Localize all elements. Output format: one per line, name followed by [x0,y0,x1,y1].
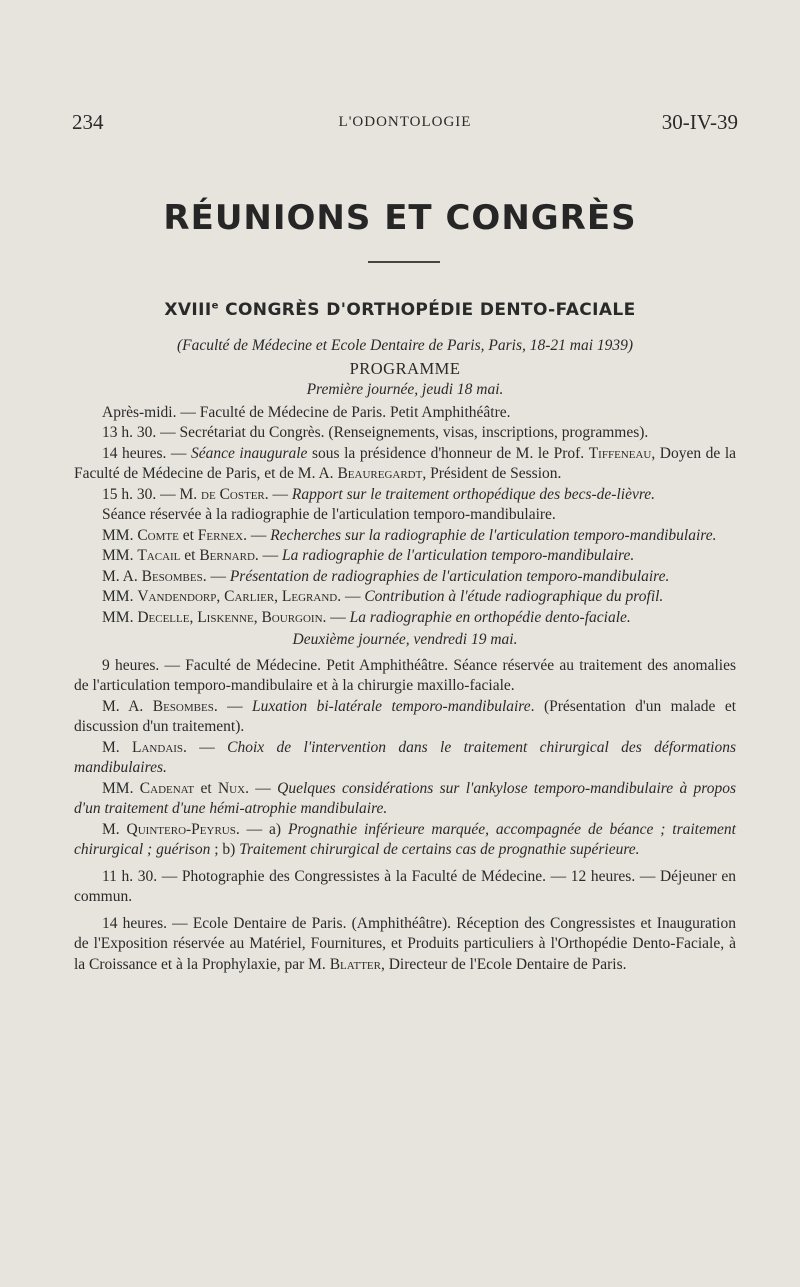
d2p4-sep: . — [245,779,278,797]
running-header [72,110,738,140]
d2p5-prefix: M. [102,820,127,838]
p3-time: 14 heures. — [102,444,191,462]
d2p4-and: et [194,779,218,797]
talk-landais [74,738,736,779]
title-rule [368,261,440,263]
p8-sep: . — [202,567,230,585]
talk-comte-fernex [74,526,736,547]
d2p5-name: Quintero-Peyrus [126,820,236,838]
day2-morning: 9 heures. — Faculté de Médecine. Petit Amphithéâtre. Séance réservée au traitement des anomalies de l'articulation temporo-mandibulaire et à la chirurgie maxillo-faciale. [74,656,736,694]
d2p5-sep: . — a) [235,820,288,838]
p7-and: et [180,547,200,564]
p9-prefix: MM. [102,588,138,605]
p3-text: sous la présidence d'honneur de M. le Prof. [307,444,589,462]
day2-photo-lunch: 11 h. 30. — Photographie des Congressistes à la Faculté de Médecine. — 12 heures. — Déjeuner en commun. [74,867,736,905]
section-title: RÉUNIONS ET CONGRÈS [163,198,637,238]
d2p5-title-a: Prognathie inférieure marquée, accompagnée de béance ; traitement chirurgical ; guérison [74,820,736,858]
p7-name2: Bernard [199,547,255,564]
p6-and: et [178,526,198,544]
d2p4-name2: Nux [217,779,246,797]
day1-afternoon: Après-midi. — Faculté de Médecine de Paris. Petit Amphithéâtre. [102,403,511,421]
p3-name2: Beauregardt [337,465,423,482]
d2p4-name1: Cadenat [139,779,195,797]
congress-title-rest: CONGRÈS D'ORTHOPÉDIE DENTO-FACIALE [218,300,636,320]
p6-title: Recherches sur la radiographie de l'articulation temporo-mandibulaire. [270,526,717,544]
p3-text3: , Président de Session. [422,465,562,482]
d2p3-prefix: M. [102,738,133,756]
congress-title [0,300,800,320]
congress-venue: (Faculté de Médecine et Ecole Dentaire de Paris, Paris, 18-21 mai 1939) [176,337,634,354]
day2-heading: Deuxième journée, vendredi 19 mai. [292,631,518,648]
p6-name1: Comte [137,526,179,544]
p4-title: Rapport sur le traitement orthopédique des becs-de-lièvre. [291,485,656,503]
talk-quintero [74,820,736,861]
p7-title: La radiographie de l'articulation temporo-mandibulaire. [282,547,635,564]
p10-prefix: MM. [102,608,138,626]
d2p7-text: 14 heures. — Ecole Dentaire de Paris. (Amphithéâtre). Réception des Congressistes et Inauguration de l'Exposition réservée au Matériel, Fournitures, et Produits particuliers à l'Orthopédie Dento-Faciale, à la Croissance et à la Prophylaxie, par M. [74,914,736,973]
p3-session: Séance inaugurale [190,444,308,462]
p4-sep: . — [264,485,292,503]
p8-name: Besombes [141,567,203,585]
page-number: 234 [72,110,104,134]
p9-sep: . — [337,588,365,605]
d2p5-sep2: ; b) [210,841,240,858]
talk-vandendorp [74,587,736,608]
talk-tacail-bernard [74,546,736,567]
p7-prefix: MM. [102,547,138,564]
d2p2-note: . (Présentation d'un malade et discussion d'un traitement). [74,697,737,735]
day1-opening-session [74,444,736,485]
p6-sep: . — [243,526,271,544]
p9-names: Vandendorp, Carlier, Legrand [137,588,338,605]
day1-heading: Première journée, jeudi 18 mai. [306,381,504,398]
d2p4-title: Quelques considérations sur l'ankylose temporo-mandibulaire à propos d'un traitement d'une hémi-atrophie mandibulaire. [74,779,737,817]
day1-radiography-session: Séance réservée à la radiographie de l'articulation temporo-mandibulaire. [102,506,556,523]
p8-prefix: M. A. [102,567,142,585]
talk-besombes-1 [74,567,736,588]
p4-time: 15 h. 30. — M. [102,485,202,503]
p10-names: Decelle, Liskenne, Bourgoin [137,608,323,626]
congress-title-prefix: XVIII [164,300,212,320]
d2p2-name: Besombes [152,697,214,715]
p3-name1: Tiffeneau [588,444,652,462]
day2-afternoon [74,914,736,976]
d2p2-prefix: M. A. [102,697,153,715]
p7-name1: Tacail [137,547,181,564]
talk-decelle [74,608,736,629]
d2p3-sep: . — [183,738,228,756]
p9-title: Contribution à l'étude radiographique du profil. [364,588,664,605]
day1-secretariat: 13 h. 30. — Secrétariat du Congrès. (Renseignements, visas, inscriptions, programmes). [102,424,649,441]
article-body [74,336,736,975]
d2p2-title: Luxation bi-latérale temporo-mandibulaire [252,697,531,715]
d2p3-name: Landais [132,738,184,756]
p7-sep: . — [254,547,283,564]
d2p5-title-b: Traitement chirurgical de certains cas de prognathie supérieure. [239,841,640,858]
d2p7-text2: , Directeur de l'Ecole Dentaire de Paris. [380,955,627,973]
d2p3-title: Choix de l'intervention dans le traitement chirurgical des déformations mandibulaires. [74,738,736,776]
day1-report [74,485,736,506]
talk-cadenat-nux [74,779,736,820]
programme-heading: PROGRAMME [349,358,461,378]
talk-besombes-2 [74,697,736,738]
p4-name: de Coster [201,485,265,503]
p8-title: Présentation de radiographies de l'articulation temporo-mandibulaire. [229,567,670,585]
congress-title-sup: e [211,300,219,312]
p10-sep: . — [322,608,350,626]
p6-prefix: MM. [102,526,138,544]
issue-date: 30-IV-39 [661,110,738,134]
d2p7-name: Blatter [329,955,381,973]
p6-name2: Fernex [197,526,244,544]
d2p4-prefix: MM. [102,779,140,797]
d2p2-sep: . — [213,697,253,715]
running-title: L'ODONTOLOGIE [338,114,472,130]
p3-text2: , Doyen de la Faculté de Médecine de Paris, et de M. A. [74,444,737,482]
p10-title: La radiographie en orthopédie dento-faciale. [349,608,631,626]
